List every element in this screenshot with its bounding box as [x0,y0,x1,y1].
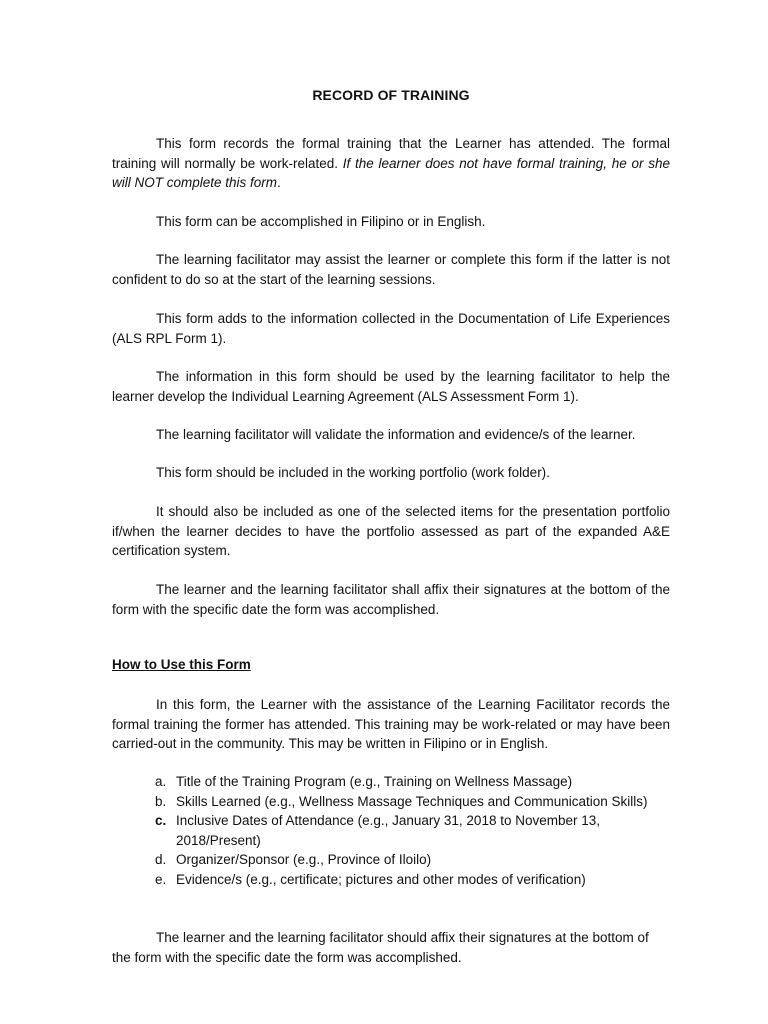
paragraph-signatures: The learner and the learning facilitator shall affix their signatures at the bottom of the form with the specific date the form was accomplished. [112,582,670,617]
list-marker: d. [155,852,167,867]
paragraph-italic-text: If the learner does not have formal training, he or she will NOT complete this form [112,155,670,190]
paragraph-formal-training [112,134,670,193]
list-item-text: Inclusive Dates of Attendance (e.g., January 31, 2018 to November 13, 2018/Present) [176,813,601,848]
paragraph-language: This form can be accomplished in Filipino or in English. [156,214,486,229]
page-title: RECORD OF TRAINING [312,87,470,103]
list-item-text: Organizer/Sponsor (e.g., Province of Iloilo) [176,852,432,867]
list-item [155,850,675,870]
paragraph-tail: . [277,175,281,190]
list-item [155,870,675,890]
list-item-text: Title of the Training Program (e.g., Training on Wellness Massage) [176,774,573,789]
paragraph-working-portfolio: This form should be included in the working portfolio (work folder). [156,465,550,480]
paragraph-how-to-intro: In this form, the Learner with the assistance of the Learning Facilitator records the formal training the former has attended. This training may be work-related or may have been carried-out in the community. This may be written in Filipino or in English. [112,697,670,751]
paragraph-learning-agreement: The information in this form should be used by the learning facilitator to help the learner develop the Individual Learning Agreement (ALS Assessment Form 1). [112,369,670,404]
list-item [155,772,675,792]
paragraph-closing-signatures: The learner and the learning facilitator should affix their signatures at the bottom of the form with the specific date the form was accomplished. [112,930,649,965]
paragraph-presentation-portfolio: It should also be included as one of the selected items for the presentation portfolio if/when the learner decides to have the portfolio assessed as part of the expanded A&E certification system. [112,504,670,558]
list-marker: c. [155,813,167,828]
paragraph-facilitator-assist: The learning facilitator may assist the learner or complete this form if the latter is not confident to do so at the start of the learning sessions. [112,252,670,287]
paragraph-validate: The learning facilitator will validate the information and evidence/s of the learner. [156,427,636,442]
list-marker: b. [155,793,167,809]
list-item [155,792,675,812]
list-item-text: Skills Learned (e.g., Wellness Massage Techniques and Communication Skills) [176,793,648,809]
paragraph-text: This form records the formal training that the Learner has attended. The formal training will normally be work-related. [112,136,670,171]
list-marker: a. [155,774,167,789]
list-marker: e. [155,871,167,887]
paragraph-adds-information: This form adds to the information collected in the Documentation of Life Experiences (ALS RPL Form 1). [112,311,670,346]
instruction-list [155,772,675,889]
section-heading-how-to-use: How to Use this Form [112,657,251,672]
list-item [155,811,675,850]
list-item-text: Evidence/s (e.g., certificate; pictures and other modes of verification) [176,871,586,887]
